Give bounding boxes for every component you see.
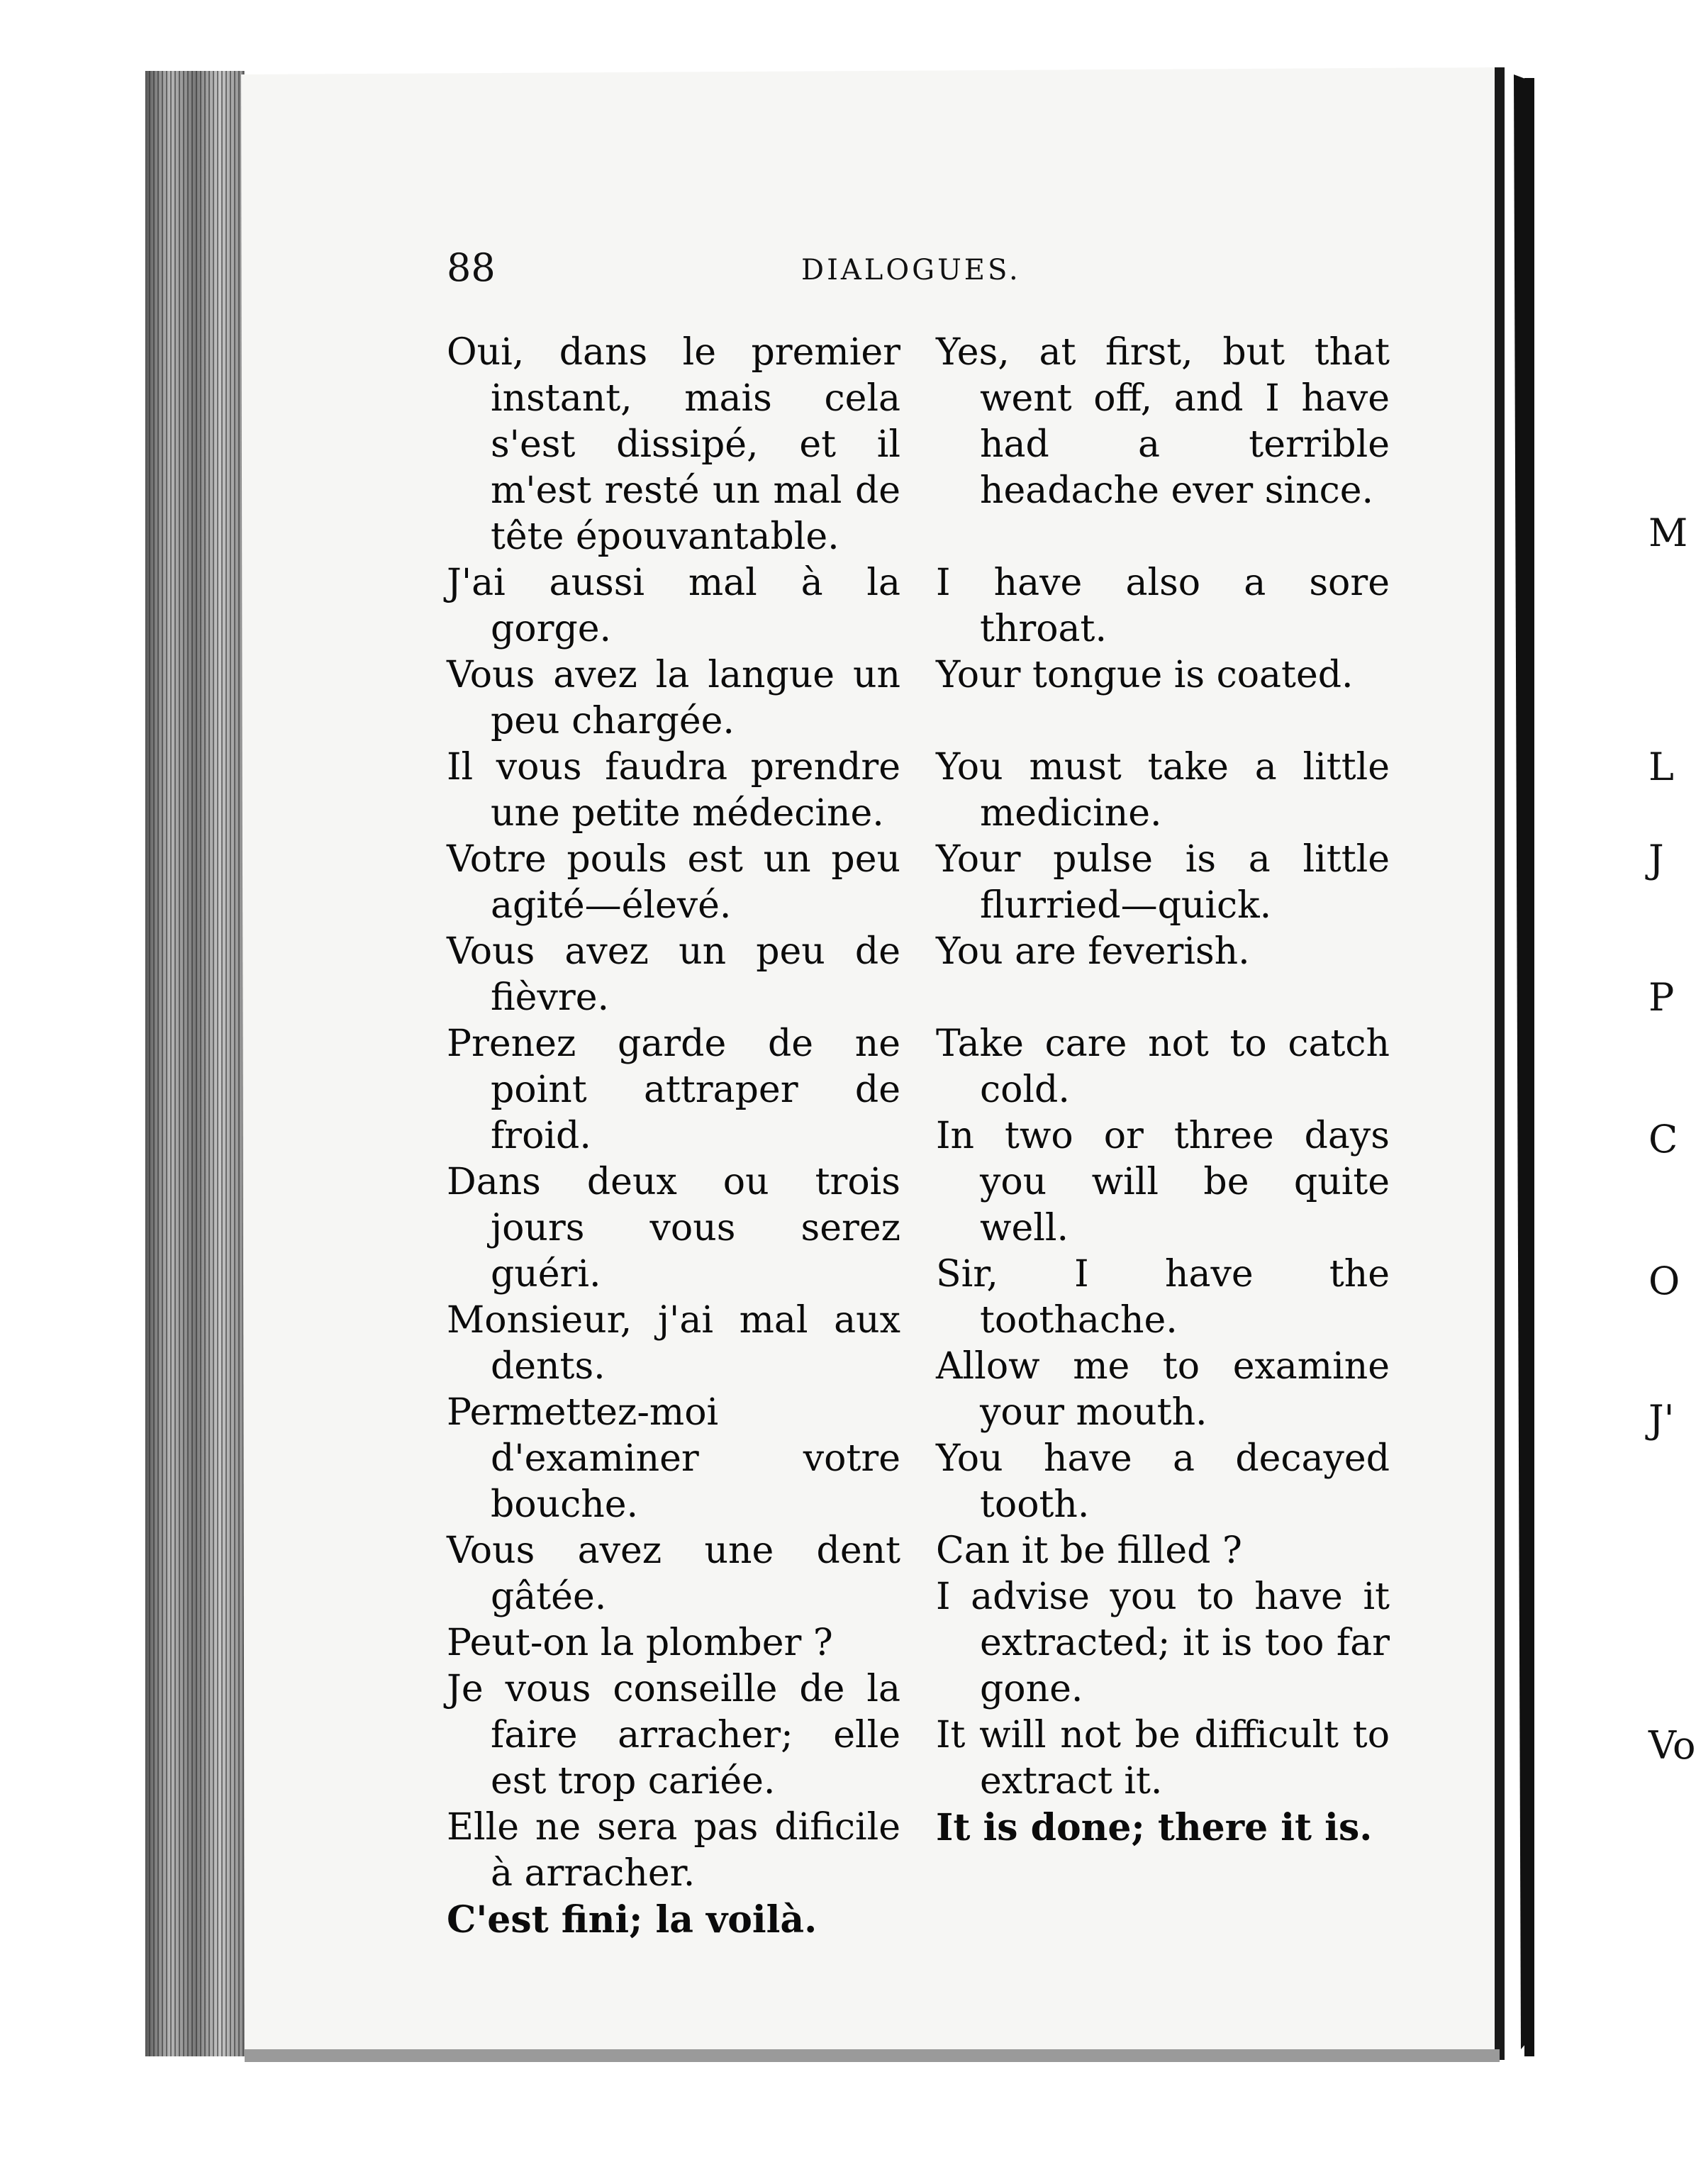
english-line: Yes, at first, but that went off, and I have had a terrible headache ever since.	[936, 331, 1390, 512]
facing-page-letter: Vo	[1648, 1723, 1696, 1768]
french-line: Permettez-moi d'examiner votre bouche.	[447, 1391, 900, 1526]
english-line: I have also a sore throat.	[936, 562, 1390, 650]
english-line: You must take a little medicine.	[936, 746, 1390, 835]
english-line: It is done; there it is.	[936, 1806, 1373, 1849]
running-head: DIALOGUES.	[801, 254, 1021, 286]
english-column	[936, 330, 1390, 1851]
facing-page-letter: C	[1648, 1117, 1678, 1161]
english-line: Allow me to examine your mouth.	[936, 1345, 1390, 1434]
french-line: J'ai aussi mal à la gorge.	[447, 562, 900, 650]
english-line: Take care not to catch cold.	[936, 1023, 1390, 1111]
english-line: Sir, I have the toothache.	[936, 1253, 1390, 1342]
french-line: Peut-on la plomber ?	[447, 1622, 833, 1664]
facing-page-letter: J	[1648, 837, 1664, 881]
french-line: Dans deux ou trois jours vous serez guéri.	[447, 1161, 900, 1296]
french-line: Monsieur, j'ai mal aux dents.	[447, 1299, 900, 1388]
french-line: Elle ne sera pas dificile à arracher.	[447, 1806, 900, 1895]
french-line: Prenez garde de ne point attraper de froid.	[447, 1023, 900, 1157]
english-line: You are feverish.	[936, 930, 1250, 973]
facing-page-letter: M	[1648, 511, 1688, 555]
english-line: Your pulse is a little flurried—quick.	[936, 838, 1390, 927]
french-column	[447, 330, 900, 1943]
english-line: In two or three days you will be quite well.	[936, 1115, 1390, 1249]
english-line: Your tongue is coated.	[936, 654, 1354, 696]
english-line: You have a decayed tooth.	[936, 1437, 1390, 1526]
english-line: I advise you to have it extracted; it is too far gone.	[936, 1576, 1390, 1710]
french-line: Je vous conseille de la faire arracher; elle est trop cariée.	[447, 1668, 900, 1803]
french-line: C'est fini; la voilà.	[447, 1898, 818, 1941]
english-line: It will not be difficult to extract it.	[936, 1714, 1390, 1803]
french-line: Il vous faudra prendre une petite médecine.	[447, 746, 900, 835]
french-line: Vous avez un peu de fièvre.	[447, 930, 900, 1019]
english-line: Can it be filled ?	[936, 1530, 1242, 1572]
page-header	[447, 245, 1390, 302]
facing-page-letter: O	[1648, 1259, 1680, 1303]
french-line: Votre pouls est un peu agité—élevé.	[447, 838, 900, 927]
french-line: Oui, dans le premier instant, mais cela s'est dissipé, et il m'est resté un mal de tête épouvantable.	[447, 331, 900, 558]
page-number: 88	[447, 245, 496, 290]
french-line: Vous avez une dent gâtée.	[447, 1530, 900, 1618]
facing-page-letter: L	[1648, 745, 1674, 789]
facing-page-letter: P	[1648, 975, 1675, 1020]
french-line: Vous avez la langue un peu chargée.	[447, 654, 900, 742]
facing-page-letter: J'	[1648, 1397, 1675, 1442]
